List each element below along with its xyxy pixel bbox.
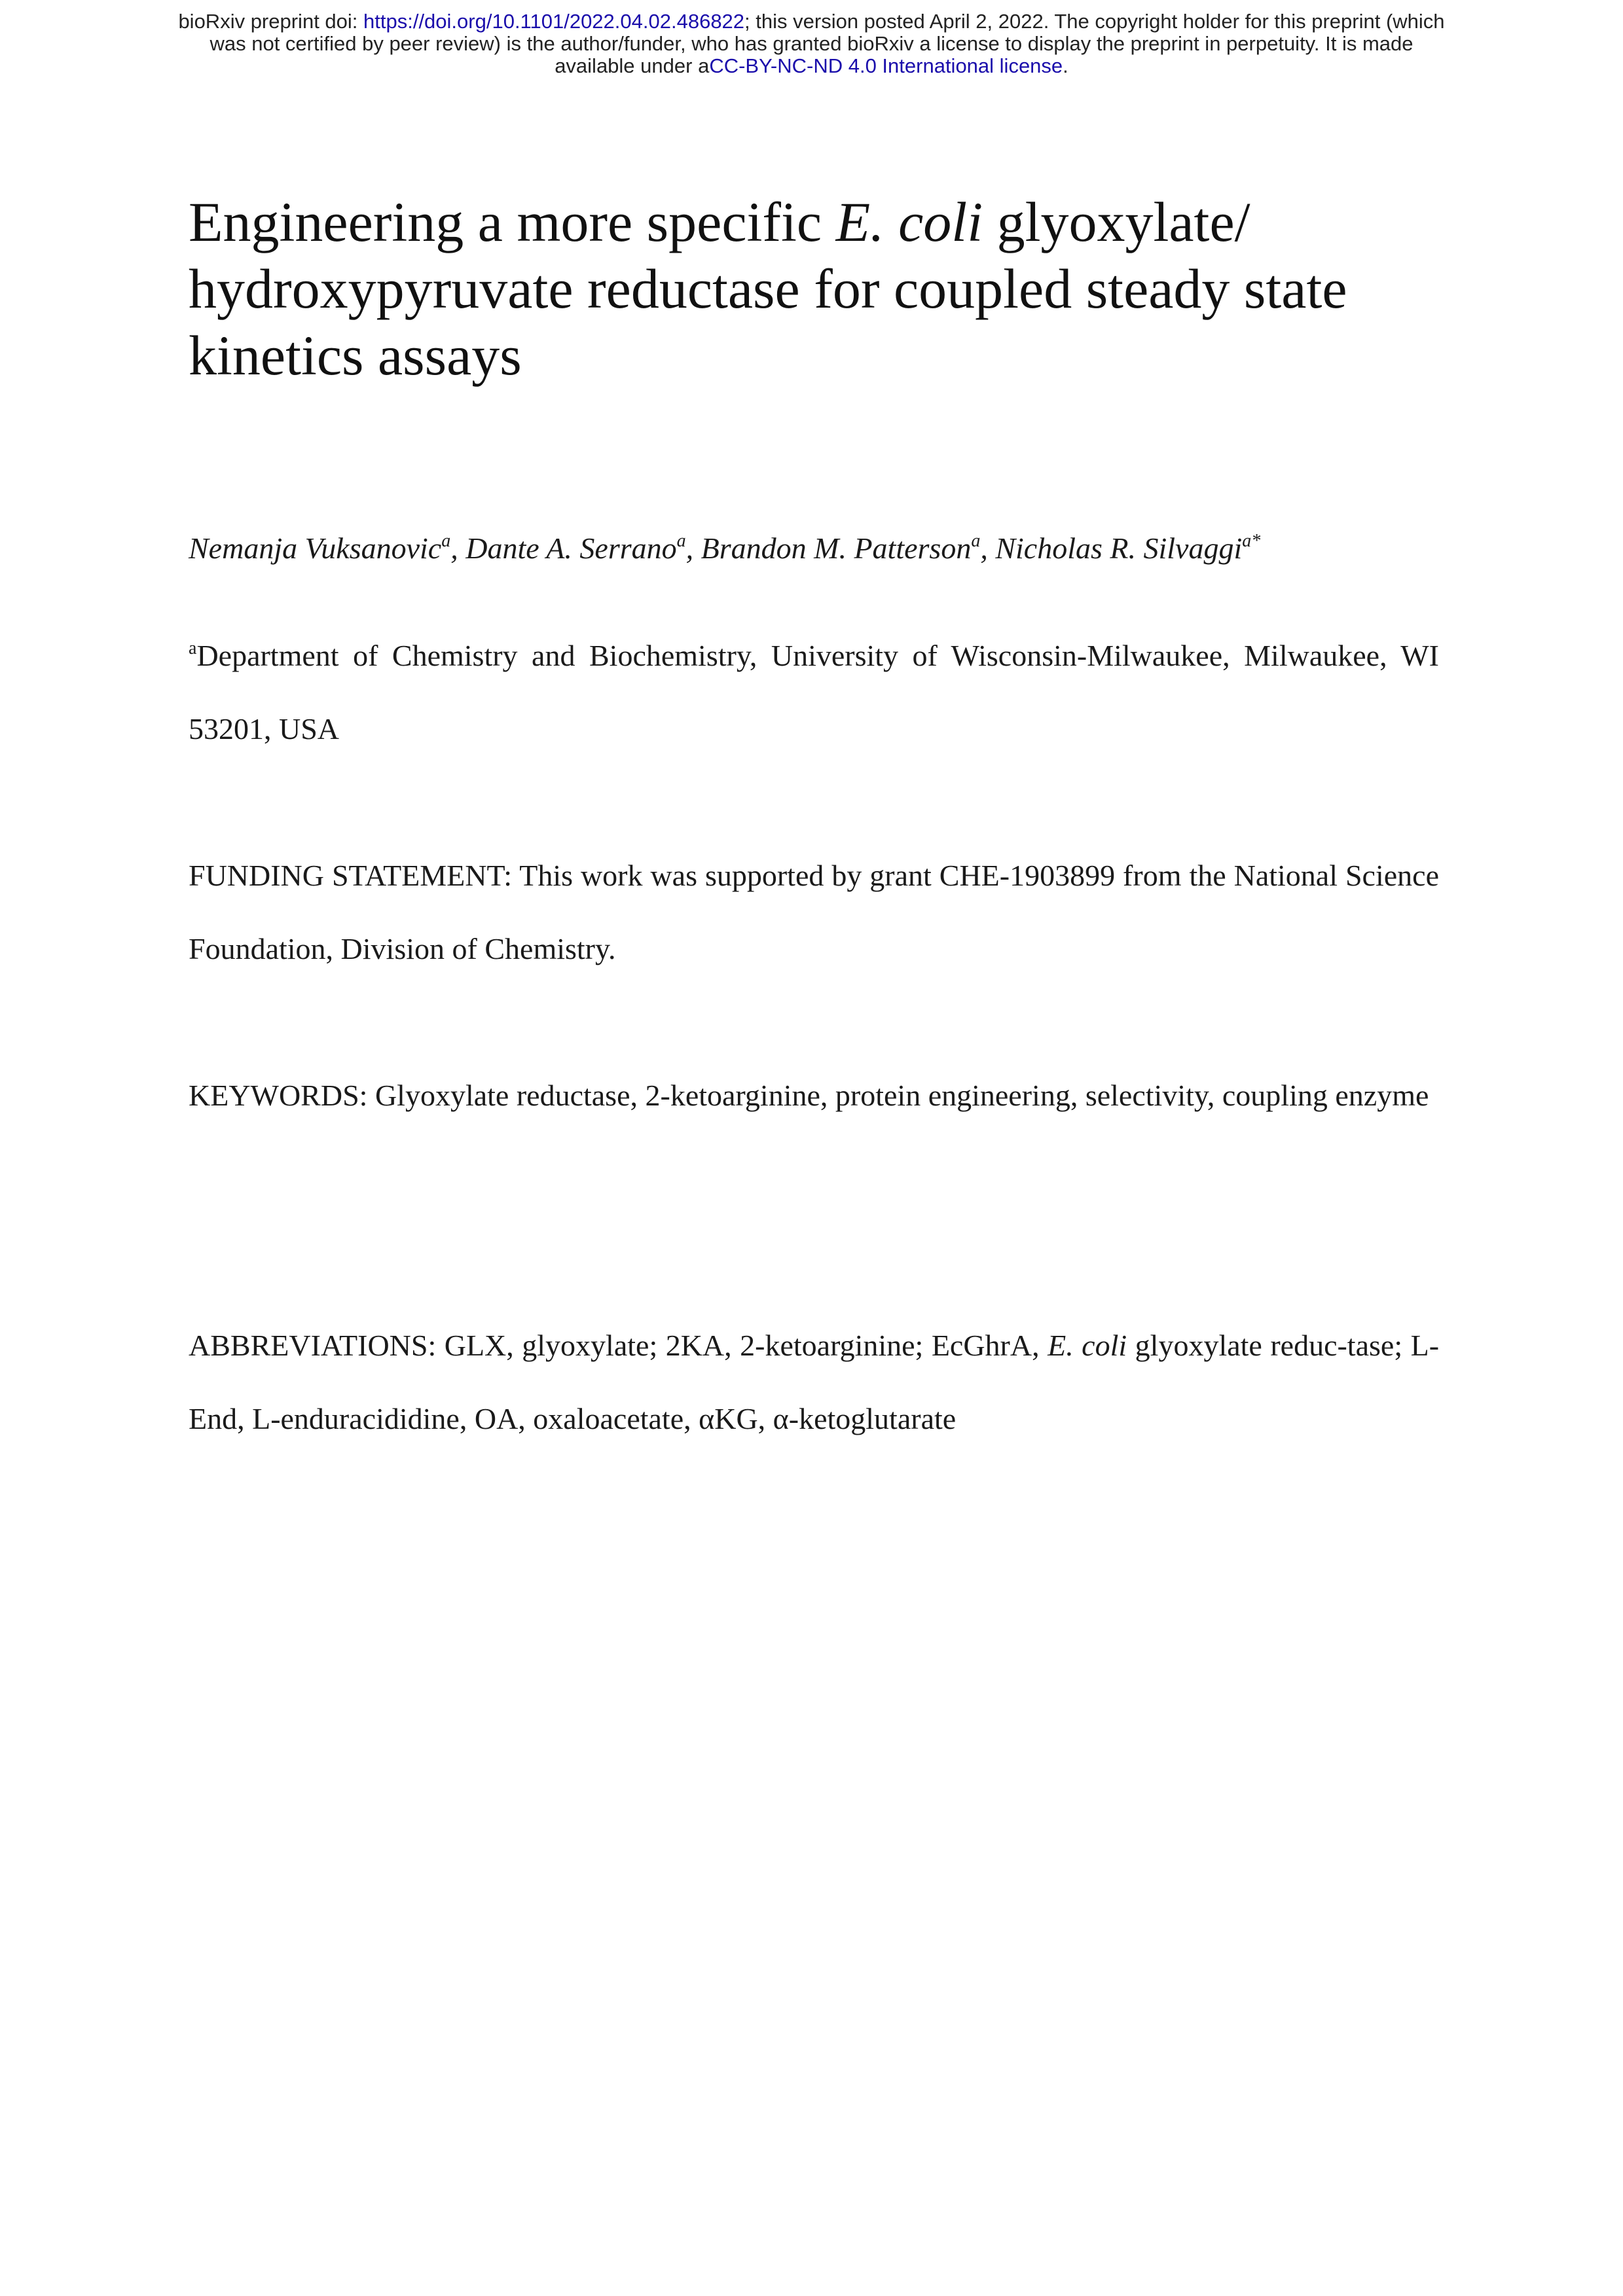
affiliation-mark: a* bbox=[1242, 531, 1261, 551]
header-text: bioRxiv preprint doi: bbox=[178, 10, 364, 33]
author-separator: , bbox=[685, 531, 701, 565]
affiliation-text: Department of Chemistry and Biochemistry, University of Wisconsin-Milwaukee, Milwaukee, WI 53201, USA bbox=[189, 639, 1439, 745]
affiliation-mark: a bbox=[189, 638, 197, 658]
affiliation-mark: a bbox=[676, 531, 686, 551]
affiliation bbox=[189, 619, 1439, 766]
author-list bbox=[189, 530, 1485, 567]
header-line-1 bbox=[0, 10, 1623, 33]
author bbox=[995, 531, 1260, 565]
keywords: KEYWORDS: Glyoxylate reductase, 2-ketoarginine, protein engineering, selectivity, coupling enzyme bbox=[189, 1079, 1429, 1112]
author-separator: , bbox=[980, 531, 996, 565]
header-text: . bbox=[1063, 54, 1068, 77]
abbreviations bbox=[189, 1309, 1439, 1456]
author-name: Nicholas R. Silvaggi bbox=[995, 531, 1243, 565]
doi-link[interactable]: https://doi.org/10.1101/2022.04.02.486822 bbox=[363, 10, 745, 33]
license-link[interactable]: CC-BY-NC-ND 4.0 International license bbox=[709, 54, 1063, 77]
title-organism: E. coli bbox=[835, 190, 983, 253]
author bbox=[189, 531, 465, 565]
funding-statement: FUNDING STATEMENT: This work was supported by grant CHE-1903899 from the National Science Foundation, Division of Chemistry. bbox=[189, 859, 1439, 965]
header-text: ; this version posted April 2, 2022. The copyright holder for this preprint (which bbox=[744, 10, 1445, 33]
header-text: available under a bbox=[555, 54, 710, 77]
affiliation-mark: a bbox=[971, 531, 981, 551]
author-name: Brandon M. Patterson bbox=[701, 531, 972, 565]
title-text: glyoxylate/ hydroxypyruvate reductase for coupled steady state kinetics assays bbox=[189, 190, 1347, 387]
author bbox=[701, 531, 996, 565]
abbreviations-text: glyoxylate reduc-tase; L-End, L-enduracididine, OA, oxaloacetate, αKG, α-ketoglutarate bbox=[189, 1329, 1440, 1435]
header-line-3 bbox=[0, 55, 1623, 77]
author-separator: , bbox=[450, 531, 466, 565]
abbreviations-text: ABBREVIATIONS: GLX, glyoxylate; 2KA, 2-ketoarginine; EcGhrA, bbox=[189, 1329, 1048, 1362]
author-name: Nemanja Vuksanovic bbox=[189, 531, 442, 565]
paper-title bbox=[189, 188, 1485, 389]
header-line-2: was not certified by peer review) is the author/funder, who has granted bioRxiv a license to display the preprint in perpetuity. It is made bbox=[210, 32, 1413, 55]
preprint-header bbox=[0, 10, 1623, 77]
title-text: Engineering a more specific bbox=[189, 190, 836, 253]
abbreviations-organism: E. coli bbox=[1048, 1329, 1127, 1362]
author bbox=[465, 531, 701, 565]
author-name: Dante A. Serrano bbox=[465, 531, 677, 565]
affiliation-mark: a bbox=[441, 531, 451, 551]
